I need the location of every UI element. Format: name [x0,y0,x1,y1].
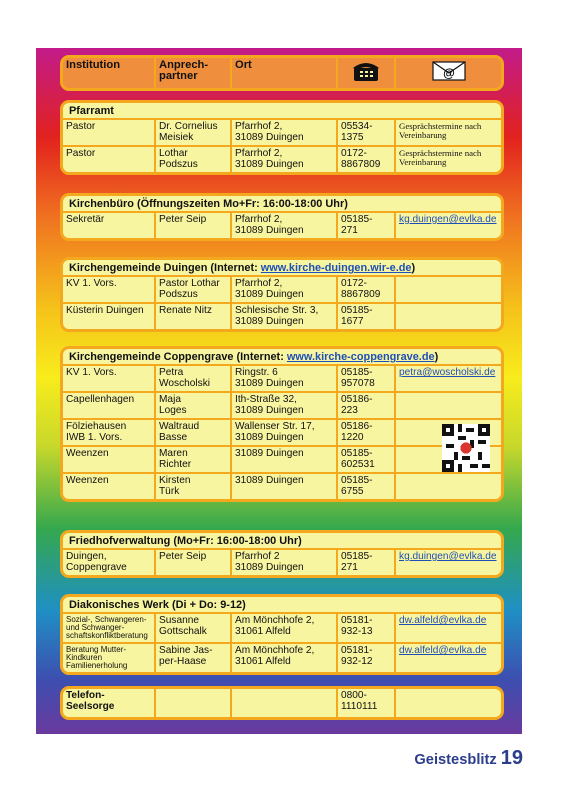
duingen-title [63,260,501,277]
role: Weenzen [63,446,155,473]
phone: 05185- 602531 [337,446,395,473]
phone: 05181- 932-13 [337,614,395,643]
phone: 05185- 1677 [337,303,395,329]
header-phone [337,58,395,88]
diakonie-section [60,594,504,675]
kirchenbuero-section [60,193,504,241]
qr-code-icon [442,424,490,472]
duingen-section [60,257,504,332]
contact-name: Lothar Podszus [155,146,231,172]
table-row [63,120,501,146]
header-mail [395,58,501,88]
contact-name: Peter Seip [155,213,231,238]
header-institution: Institution [66,59,121,71]
role: Pastor [63,146,155,172]
table-row [63,277,501,303]
email-link[interactable]: petra@woscholski.de [399,367,496,378]
address: Pfarrhof 2, 31089 Duingen [231,213,337,238]
email-link[interactable]: dw.alfeld@evlka.de [399,645,487,656]
table-row [63,419,501,446]
address: Am Mönchhofe 2, 31061 Alfeld [231,643,337,672]
note: Gesprächstermine nach Vereinbarung [395,146,501,172]
role: Capellenhagen [63,392,155,419]
address: Schlesische Str. 3, 31089 Duingen [231,303,337,329]
address: Ringstr. 6 31089 Duingen [231,366,337,392]
address: 31089 Duingen [231,473,337,499]
role: Telefon- Seelsorge [66,690,115,712]
coppengrave-title-suffix: ) [434,351,439,363]
pfarramt-title: Pfarramt [63,103,501,120]
phone: 05185- 6755 [337,473,395,499]
table-row [63,146,501,172]
role: Sekretär [66,214,105,225]
contact-name: Susanne Gottschalk [155,614,231,643]
phone: 0172- 8867809 [337,146,395,172]
table-row [63,213,501,238]
header-contact: Anprech- partner [155,58,231,88]
phone: 05181- 932-12 [337,643,395,672]
table-row [63,303,501,329]
friedhof-title: Friedhofverwaltung (Mo+Fr: 16:00-18:00 Uhr) [63,533,501,550]
friedhof-section [60,530,504,578]
seelsorge-section [60,686,504,720]
address: Wallenser Str. 17, 31089 Duingen [231,419,337,446]
role: KV 1. Vors. [66,278,117,289]
coppengrave-title [63,349,501,366]
role: Weenzen [63,473,155,499]
address: Pfarrhof 2, 31089 Duingen [231,120,337,146]
coppengrave-section [60,346,504,502]
contact-name: Waltraud Basse [155,419,231,446]
page-footer [414,747,523,770]
table-row [63,446,501,473]
brand-name: Geistesblitz [414,752,497,768]
header-place: Ort [231,58,337,88]
phone: 05534- 1375 [337,120,395,146]
coppengrave-website-link[interactable]: www.kirche-coppengrave.de [286,351,435,363]
diakonie-title: Diakonisches Werk (Di + Do: 9-12) [63,597,501,614]
duingen-website-link[interactable]: www.kirche-duingen.wir-e.de [260,262,412,274]
table-row [63,392,501,419]
email-link[interactable]: kg.duingen@evlka.de [399,551,497,562]
svg-text:@: @ [442,66,455,80]
contact-name: Peter Seip [155,550,231,575]
contact-name: Sabine Jas- per-Haase [155,643,231,672]
phone: 05185- 957078 [337,366,395,392]
phone: 05185- 271 [337,550,395,575]
contact-name: Kirsten Türk [155,473,231,499]
address: Pfarrhof 2, 31089 Duingen [231,146,337,172]
address: Pfarrhof 2, 31089 Duingen [231,277,337,303]
pfarramt-section [60,100,504,175]
contact-name: Maren Richter [155,446,231,473]
role: Beratung Mutter- Kindkuren Familienerholung [63,643,155,672]
contact-name: Petra Woscholski [155,366,231,392]
table-row [63,550,501,575]
contact-name: Pastor Lothar Podszus [155,277,231,303]
note: Gesprächstermine nach Vereinbarung [395,120,501,146]
telephone-icon [351,60,381,82]
role: Fölziehausen IWB 1. Vors. [63,419,155,446]
address: 31089 Duingen [231,446,337,473]
table-row [63,366,501,392]
contact-name: Dr. Cornelius Meisiek [155,120,231,146]
duingen-title-suffix: ) [411,262,416,274]
role: Küsterin Duingen [63,303,155,329]
role: KV 1. Vors. [66,367,117,378]
role: Duingen, Coppengrave [66,551,127,573]
address: Am Mönchhofe 2, 31061 Alfeld [231,614,337,643]
email-link[interactable]: dw.alfeld@evlka.de [399,615,487,626]
coppengrave-title-text: Kirchengemeinde Coppengrave (Internet: [69,351,287,363]
address: Pfarrhof 2 31089 Duingen [231,550,337,575]
phone: 05185- 271 [337,213,395,238]
role: Sozial-, Schwangeren- und Schwanger- schaftskonfliktberatung [66,615,148,640]
kirchenbuero-title: Kirchenbüro (Öffnungszeiten Mo+Fr: 16:00-18:00 Uhr) [63,196,501,213]
address: Ith-Straße 32, 31089 Duingen [231,392,337,419]
table-row [63,614,501,643]
phone: 05186- 1220 [337,419,395,446]
column-header-box [60,55,504,91]
phone: 0172- 8867809 [337,277,395,303]
email-icon [431,60,467,82]
phone: 0800- 1110111 [337,689,395,717]
phone: 05186- 223 [337,392,395,419]
page-number: 19 [500,747,523,769]
contact-name: Renate Nitz [155,303,231,329]
duingen-title-text: Kirchengemeinde Duingen (Internet: [69,262,261,274]
table-row [63,689,501,717]
table-row [63,473,501,499]
role: Pastor [66,121,96,132]
contact-name: Maja Loges [155,392,231,419]
table-row [63,643,501,672]
email-link[interactable]: kg.duingen@evlka.de [399,214,497,225]
